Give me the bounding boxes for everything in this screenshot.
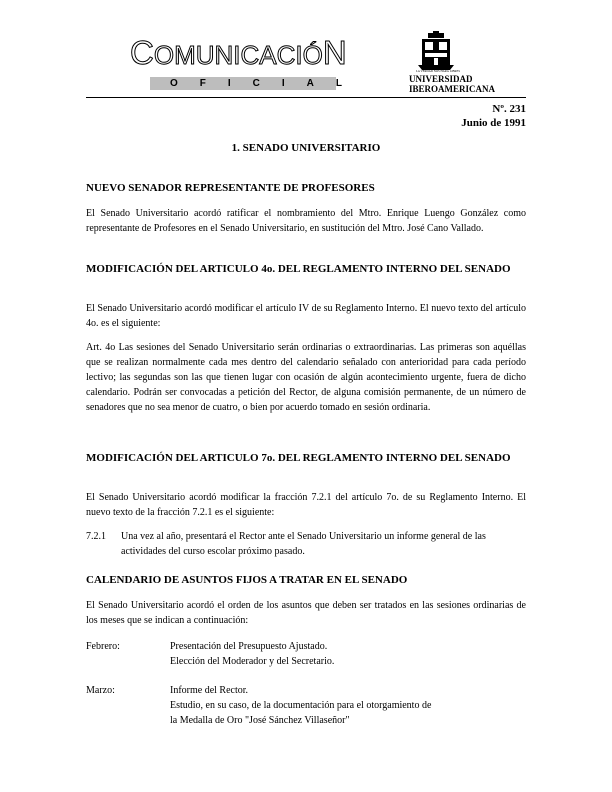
issue-number: Nº. 231 xyxy=(492,103,526,115)
header-rule xyxy=(86,97,526,98)
paragraph-article-4-intro: El Senado Universitario acordó modificar el artículo IV de su Reglamento Interno. El nuevo texto del artículo 4o. es el siguiente: xyxy=(86,303,526,329)
masthead-title-middle: OMUNICACIÓ xyxy=(153,40,323,70)
masthead-title-initial: C xyxy=(130,34,154,71)
calendar-item: la Medalla de Oro "José Sánchez Villaseñor" xyxy=(170,715,350,726)
issue-date: Junio de 1991 xyxy=(461,117,526,129)
paragraph-calendar-intro: El Senado Universitario acordó el orden de los asuntos que deben ser tratados en las sesiones ordinarias de los meses que se indican a continuación: xyxy=(86,600,526,626)
calendar-month-febrero: Febrero: xyxy=(86,641,120,652)
issue-info xyxy=(461,102,526,130)
calendar-item: Presentación del Presupuesto Ajustado. xyxy=(170,641,328,652)
crest-caption: LA VERDAD NOS HARÁ LIBRES xyxy=(415,69,461,73)
masthead-title-final: N xyxy=(322,34,347,71)
section-title: 1. SENADO UNIVERSITARIO xyxy=(231,142,381,154)
calendar-items-marzo xyxy=(170,683,526,728)
calendar-month-marzo: Marzo: xyxy=(86,685,115,696)
heading-new-senator: NUEVO SENADOR REPRESENTANTE DE PROFESORES xyxy=(86,182,375,194)
fraction-text: Una vez al año, presentará el Rector ante el Senado Universitario un informe general de las actividades del curso escolar próximo pasado. xyxy=(121,531,486,557)
university-name-line1: UNIVERSIDAD xyxy=(409,74,473,84)
calendar-items-febrero xyxy=(170,639,526,669)
fraction-number: 7.2.1 xyxy=(86,531,106,542)
calendar-item: Informe del Rector. xyxy=(170,685,249,696)
university-crest-icon xyxy=(414,31,458,71)
heading-article-4: MODIFICACIÓN DEL ARTICULO 4o. DEL REGLAMENTO INTERNO DEL SENADO xyxy=(86,263,511,275)
university-name-line2: IBEROAMERICANA xyxy=(409,83,496,94)
paragraph-article-7-intro: El Senado Universitario acordó modificar la fracción 7.2.1 del artículo 7o. de su Reglamento Interno. El nuevo texto de la fracción 7.2.1 es el siguiente: xyxy=(86,492,526,518)
masthead-title xyxy=(130,36,347,69)
heading-article-7: MODIFICACIÓN DEL ARTICULO 7o. DEL REGLAMENTO INTERNO DEL SENADO xyxy=(86,452,511,464)
calendar-item: Estudio, en su caso, de la documentación para el otorgamiento de xyxy=(170,700,432,711)
masthead-subtitle: OFICIAL xyxy=(170,78,364,89)
heading-calendar: CALENDARIO DE ASUNTOS FIJOS A TRATAR EN EL SENADO xyxy=(86,574,408,586)
university-name xyxy=(409,75,495,94)
calendar-item: Elección del Moderador y del Secretario. xyxy=(170,656,335,667)
paragraph-new-senator: El Senado Universitario acordó ratificar el nombramiento del Mtro. Enrique Luengo González como representante de Profesores en el Senado Universitario, en sustitución del Mtro. José Cano Vallado. xyxy=(86,208,526,234)
paragraph-article-4-text: Art. 4o Las sesiones del Senado Universitario serán ordinarias o extraordinarias. Las primeras son aquéllas que se realizan normalmente cada mes dentro del calendario señalado con anterioridad para cada período lectivo; las segundas son las que tienen lugar con ocasión de algún acontecimiento urgente, fuera de dicho calendario. Podrán ser convocadas a petición del Rector, de alguna comisión permanente, de un número de senadores que no sea menor de cuatro, o bien por acuerdo tomado en sesión ordinaria. xyxy=(86,342,526,413)
